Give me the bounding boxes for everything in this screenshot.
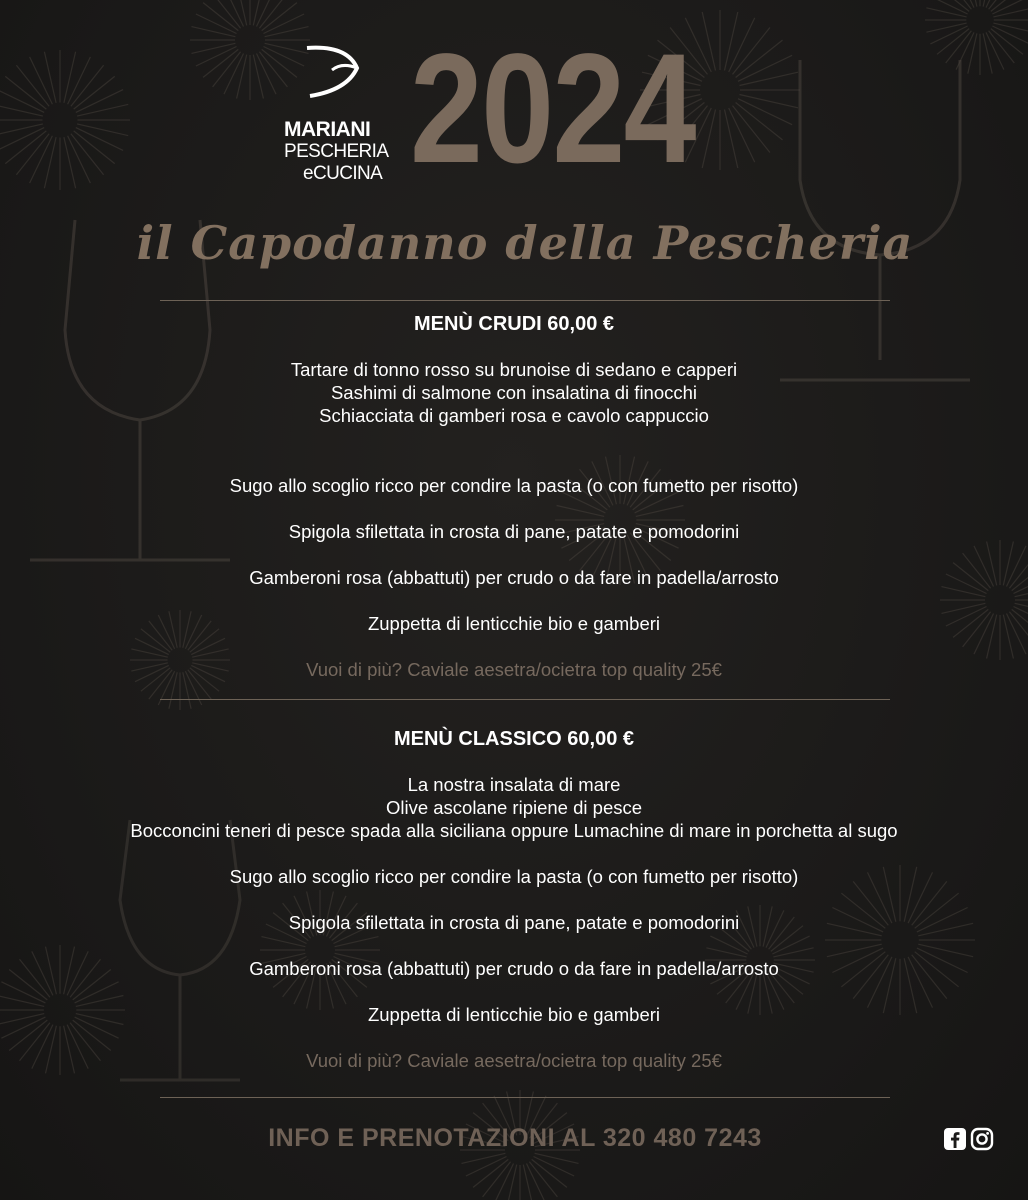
menu-crudi-starter: Sashimi di salmone con insalatina di finocchi xyxy=(330,382,698,403)
page-subtitle: il Capodanno della Pescheria xyxy=(136,216,914,270)
menu-crudi-course: Sugo allo scoglio ricco per condire la pasta (o con fumetto per risotto) xyxy=(229,475,799,496)
menu-crudi-extra: Vuoi di più? Caviale aesetra/ocietra top quality 25€ xyxy=(306,659,722,680)
divider xyxy=(160,699,890,700)
menu-classico-title: MENÙ CLASSICO 60,00 € xyxy=(393,728,635,750)
menu-crudi-course: Zuppetta di lenticchie bio e gamberi xyxy=(367,613,661,634)
menu-crudi-course: Spigola sfilettata in crosta di pane, patate e pomodorini xyxy=(288,521,740,542)
brand-logo xyxy=(282,40,392,185)
wine-glass-bottom xyxy=(120,820,240,1080)
fish-icon xyxy=(302,40,362,100)
brand-name: MARIANI xyxy=(284,118,371,141)
facebook-icon[interactable] xyxy=(943,1127,967,1151)
menu-crudi-starter: Schiacciata di gamberi rosa e cavolo cappuccio xyxy=(319,405,709,426)
brand-line2: eCUCINA xyxy=(303,163,383,184)
menu-crudi-course: Gamberoni rosa (abbattuti) per crudo o da fare in padella/arrosto xyxy=(249,567,779,588)
divider xyxy=(160,1097,890,1098)
instagram-icon[interactable] xyxy=(970,1127,994,1151)
menu-classico-course: Sugo allo scoglio ricco per condire la pasta (o con fumetto per risotto) xyxy=(229,866,799,887)
contact-info: INFO E PRENOTAZIONI AL 320 480 7243 xyxy=(268,1124,762,1152)
divider xyxy=(160,300,890,301)
menu-crudi-title: MENÙ CRUDI 60,00 € xyxy=(413,313,615,335)
menu-classico-starter: Bocconcini teneri di pesce spada alla siciliana oppure Lumachine di mare in porchetta al sugo xyxy=(130,820,898,841)
menu-classico-extra: Vuoi di più? Caviale aesetra/ocietra top quality 25€ xyxy=(306,1050,722,1071)
menu-classico-starter: La nostra insalata di mare xyxy=(407,774,621,795)
menu-classico-course: Gamberoni rosa (abbattuti) per crudo o da fare in padella/arrosto xyxy=(249,958,779,979)
menu-crudi-starter: Tartare di tonno rosso su brunoise di sedano e capperi xyxy=(290,359,738,380)
menu-classico-course: Spigola sfilettata in crosta di pane, patate e pomodorini xyxy=(288,912,740,933)
menu-classico-starter: Olive ascolane ripiene di pesce xyxy=(385,797,643,818)
brand-line1: PESCHERIA xyxy=(284,141,389,162)
year-title: 2024 xyxy=(410,22,695,196)
menu-classico-course: Zuppetta di lenticchie bio e gamberi xyxy=(367,1004,661,1025)
